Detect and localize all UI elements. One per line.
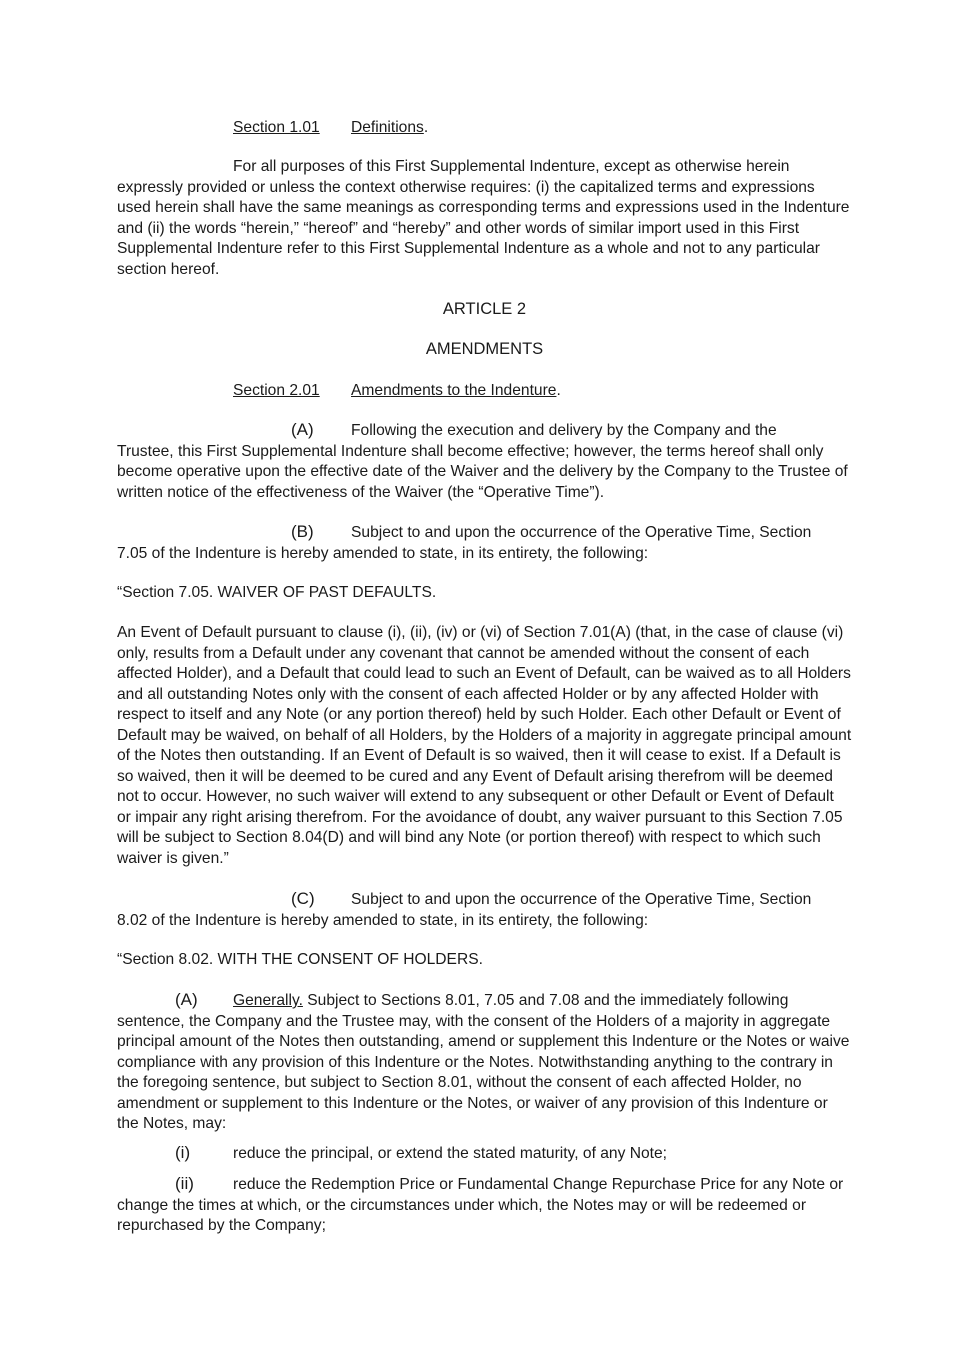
list-item-ii — [117, 1174, 852, 1237]
paragraph-lead: Subject to and upon the occurrence of the Operative Time, Section — [351, 891, 812, 908]
paragraph-body: 8.02 of the Indenture is hereby amended to state, in its entirety, the following: — [117, 911, 649, 929]
definitions-paragraph: For all purposes of this First Supplemental Indenture, except as otherwise herein expressly provided or unless the context otherwise requires: (i) the capitalized terms and expressions used herein shall have the same meanings as corresponding terms and expressions used in the Indenture and (ii) the words “herein,” “hereof” and “hereby” and other words of similar import used in this First Supplemental Indenture refer to this First Supplemental Indenture as a whole and not to any particular section hereof. — [117, 158, 850, 278]
paragraph-lead: Generally. — [233, 992, 303, 1009]
section-title: Amendments to the Indenture — [351, 382, 557, 399]
quote-7-05-heading: “Section 7.05. WAIVER OF PAST DEFAULTS. — [117, 584, 437, 601]
item-marker: (i) — [175, 1143, 191, 1162]
article-title: AMENDMENTS — [425, 340, 544, 358]
paragraph-c — [117, 889, 852, 931]
quote-8-02-a — [117, 990, 852, 1135]
paragraph-body: Trustee, this First Supplemental Indenture shall become effective; however, the terms hereof shall only become operative upon the effective date of the Waiver and the delivery by the Company to the Trustee of written notice of the effectiveness of the Waiver (the “Operative Time”). — [117, 442, 848, 501]
paragraph-marker: (A) — [291, 420, 314, 439]
section-number: Section 1.01 — [233, 119, 320, 136]
article-label: ARTICLE 2 — [442, 300, 527, 318]
list-item-i — [117, 1143, 852, 1165]
paragraph-body: 7.05 of the Indenture is hereby amended to state, in its entirety, the following: — [117, 544, 649, 562]
paragraph-lead: Subject to and upon the occurrence of the Operative Time, Section — [351, 524, 812, 541]
paragraph-marker: (C) — [291, 889, 315, 908]
paragraph-marker: (A) — [175, 990, 198, 1009]
section-number: Section 2.01 — [233, 382, 320, 399]
quote-8-02-heading: “Section 8.02. WITH THE CONSENT OF HOLDERS. — [117, 951, 483, 968]
paragraph-body: Subject to Sections 8.01, 7.05 and 7.08 and the immediately following sentence, the Company and the Trustee may, with the consent of the Holders of a majority in aggregate principal amount of the Notes then outstanding, amend or supplement this Indenture or the Notes or waive compliance with any provision of this Indenture or the Notes. Notwithstanding anything to the contrary in the foregoing sentence, but subject to Section 8.01, without the consent of each affected Holder, no amendment or supplement to this Indenture or the Notes, or waiver of any provision of this Indenture or the Notes, may: — [117, 992, 850, 1132]
section-title: Definitions — [351, 119, 424, 136]
quote-7-05-body: An Event of Default pursuant to clause (i), (ii), (iv) or (vi) of Section 7.01(A) (that, in the case of clause (vi) only, results from a Default under any covenant that cannot be amended without the consent of each affected Holder), and a Default that could lead to such an Event of Default, can be waived as to all Holders and all outstanding Notes only with the consent of each affected Holder or by any affected Holder with respect to itself and any Note (or any portion thereof) held by such Holder. Each other Default or Event of Default may be waived, on behalf of all Holders, by the Holders of a majority in aggregate principal amount of the Notes then outstanding. If an Event of Default is so waived, then it will cease to exist. If a Default is so waived, then it will be deemed to be cured and any Event of Default arising therefrom will be deemed not to occur. However, no such waiver will extend to any subsequent or other Default or Event of Default or impair any right arising therefrom. For the avoidance of doubt, any waiver pursuant to this Section 7.05 will be subject to Section 8.04(D) and will bind any Note (or portion thereof) with respect to which such waiver is given.” — [117, 624, 852, 867]
item-text: reduce the principal, or extend the stated maturity, of any Note; — [233, 1145, 667, 1162]
item-text: reduce the Redemption Price or Fundamental Change Repurchase Price for any Note or change the times at which, or the circumstances under which, the Notes may or will be redeemed or repurchased by the Company; — [117, 1176, 844, 1234]
section-2-01-heading: Section 2.01 Amendments to the Indenture. — [233, 382, 561, 399]
paragraph-a — [117, 420, 852, 503]
section-1-01-heading: Section 1.01 Definitions. — [233, 119, 429, 136]
paragraph-marker: (B) — [291, 522, 314, 541]
paragraph-b — [117, 522, 852, 564]
paragraph-lead: Following the execution and delivery by the Company and the — [351, 422, 777, 439]
item-marker: (ii) — [175, 1174, 194, 1193]
